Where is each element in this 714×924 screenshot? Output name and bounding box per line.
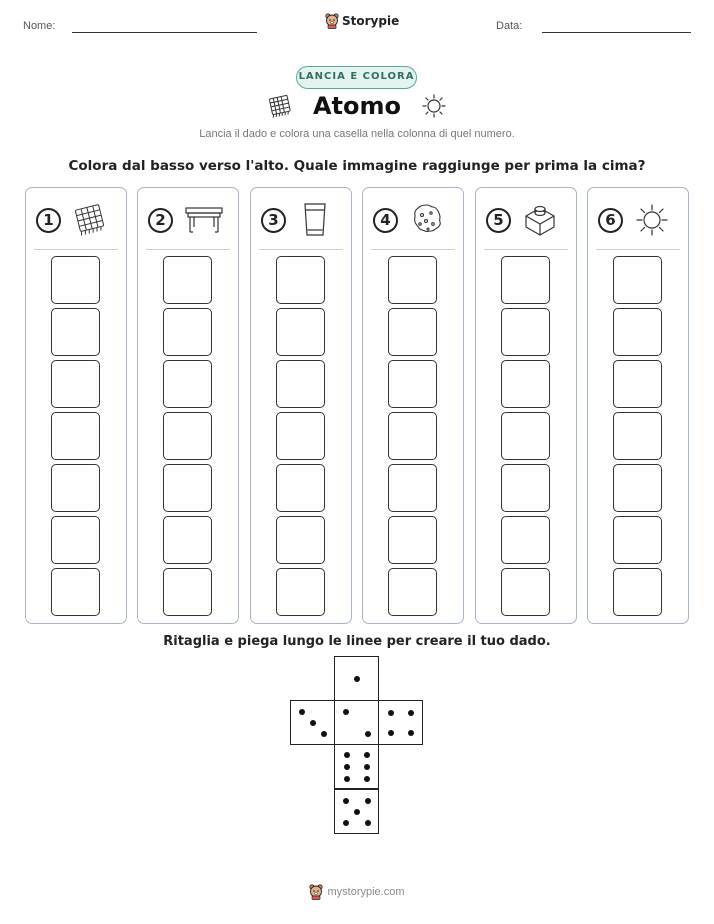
color-cell[interactable] [163, 256, 212, 304]
color-cell[interactable] [51, 360, 100, 408]
column-divider [146, 249, 230, 250]
title-row [0, 92, 714, 120]
footer [0, 884, 714, 900]
color-cell[interactable] [276, 308, 325, 356]
column-number: 3 [261, 208, 286, 233]
column-3 [250, 187, 352, 624]
die-pip [321, 731, 327, 737]
color-cell[interactable] [501, 256, 550, 304]
die-pip [408, 730, 414, 736]
column-5 [475, 187, 577, 624]
cut-instruction: Ritaglia e piega lungo le linee per creare il tuo dado. [163, 634, 551, 649]
die-pip [343, 820, 349, 826]
die-pip [299, 709, 305, 715]
die-face-4 [378, 700, 423, 745]
die-face-5 [334, 789, 379, 834]
lego-brick-icon [522, 202, 558, 238]
column-number: 4 [373, 208, 398, 233]
footer-url[interactable]: mystorypie.com [327, 886, 405, 898]
name-label: Nome: [23, 20, 56, 32]
color-cell[interactable] [501, 360, 550, 408]
date-label: Data: [496, 20, 523, 32]
column-number: 2 [148, 208, 173, 233]
color-cell[interactable] [613, 256, 662, 304]
column-divider [259, 249, 343, 250]
die-face-1 [334, 656, 379, 701]
activity-badge: LANCIA E COLORA [296, 66, 417, 89]
subtitle: Lancia il dado e colora una casella nella colonna di quel numero. [199, 128, 515, 140]
die-pip [388, 710, 394, 716]
column-divider [34, 249, 118, 250]
column-divider [484, 249, 568, 250]
die-pip [343, 709, 349, 715]
die-pip [310, 720, 316, 726]
color-cell[interactable] [501, 516, 550, 564]
color-cell[interactable] [613, 516, 662, 564]
die-pip [388, 730, 394, 736]
column-divider [371, 249, 455, 250]
column-header [138, 202, 238, 238]
bear-icon [325, 13, 339, 29]
sun-icon [634, 202, 670, 238]
color-cell[interactable] [388, 412, 437, 460]
color-cell[interactable] [51, 568, 100, 616]
column-header [363, 202, 463, 238]
name-line[interactable] [72, 32, 257, 33]
die-pip [408, 710, 414, 716]
color-cell[interactable] [501, 308, 550, 356]
page-title: Atomo [312, 92, 402, 120]
die-pip [365, 820, 371, 826]
color-cell[interactable] [388, 360, 437, 408]
brand-logo [325, 13, 399, 29]
cookie-icon [409, 202, 445, 238]
column-1 [25, 187, 127, 624]
column-header [476, 202, 576, 238]
color-cell[interactable] [163, 360, 212, 408]
color-cell[interactable] [276, 256, 325, 304]
die-face-3 [290, 700, 335, 745]
color-cell[interactable] [51, 256, 100, 304]
color-cell[interactable] [276, 464, 325, 512]
bear-icon [309, 884, 323, 900]
column-2 [137, 187, 239, 624]
column-number: 6 [598, 208, 623, 233]
die-pip [354, 676, 360, 682]
instruction: Colora dal basso verso l'alto. Quale immagine raggiunge per prima la cima? [68, 158, 646, 174]
blanket-icon [72, 202, 108, 238]
color-cell[interactable] [613, 464, 662, 512]
color-cell[interactable] [613, 412, 662, 460]
color-cell[interactable] [613, 568, 662, 616]
color-cell[interactable] [388, 308, 437, 356]
table-icon [184, 202, 224, 238]
color-cell[interactable] [276, 516, 325, 564]
color-cell[interactable] [163, 516, 212, 564]
color-cell[interactable] [388, 568, 437, 616]
color-cell[interactable] [51, 464, 100, 512]
color-cell[interactable] [163, 308, 212, 356]
column-number: 1 [36, 208, 61, 233]
column-4 [362, 187, 464, 624]
color-cell[interactable] [613, 308, 662, 356]
column-header [251, 202, 351, 238]
die-pip [364, 776, 370, 782]
color-cell[interactable] [51, 516, 100, 564]
column-header [26, 202, 126, 238]
column-6 [587, 187, 689, 624]
column-divider [596, 249, 680, 250]
color-cell[interactable] [613, 360, 662, 408]
color-cell[interactable] [51, 308, 100, 356]
die-pip [344, 776, 350, 782]
die-pip [354, 809, 360, 815]
column-number: 5 [486, 208, 511, 233]
color-cell[interactable] [276, 360, 325, 408]
color-cell[interactable] [163, 412, 212, 460]
sun-icon [421, 93, 447, 119]
color-cell[interactable] [276, 412, 325, 460]
color-cell[interactable] [163, 464, 212, 512]
brand-name: Storypie [342, 14, 400, 28]
blanket-icon [267, 93, 293, 119]
color-cell[interactable] [388, 256, 437, 304]
die-pip [344, 764, 350, 770]
column-header [588, 202, 688, 238]
die-face-2 [334, 700, 379, 745]
date-line[interactable] [542, 32, 691, 33]
color-cell[interactable] [501, 568, 550, 616]
color-cell[interactable] [51, 412, 100, 460]
color-cell[interactable] [388, 516, 437, 564]
die-pip [365, 798, 371, 804]
die-pip [344, 752, 350, 758]
color-cell[interactable] [163, 568, 212, 616]
color-cell[interactable] [388, 464, 437, 512]
die-pip [364, 764, 370, 770]
glass-icon [297, 202, 333, 238]
die-pip [365, 731, 371, 737]
die-pip [343, 798, 349, 804]
color-cell[interactable] [501, 412, 550, 460]
die-pip [364, 752, 370, 758]
color-cell[interactable] [501, 464, 550, 512]
color-cell[interactable] [276, 568, 325, 616]
die-face-6 [334, 744, 379, 789]
